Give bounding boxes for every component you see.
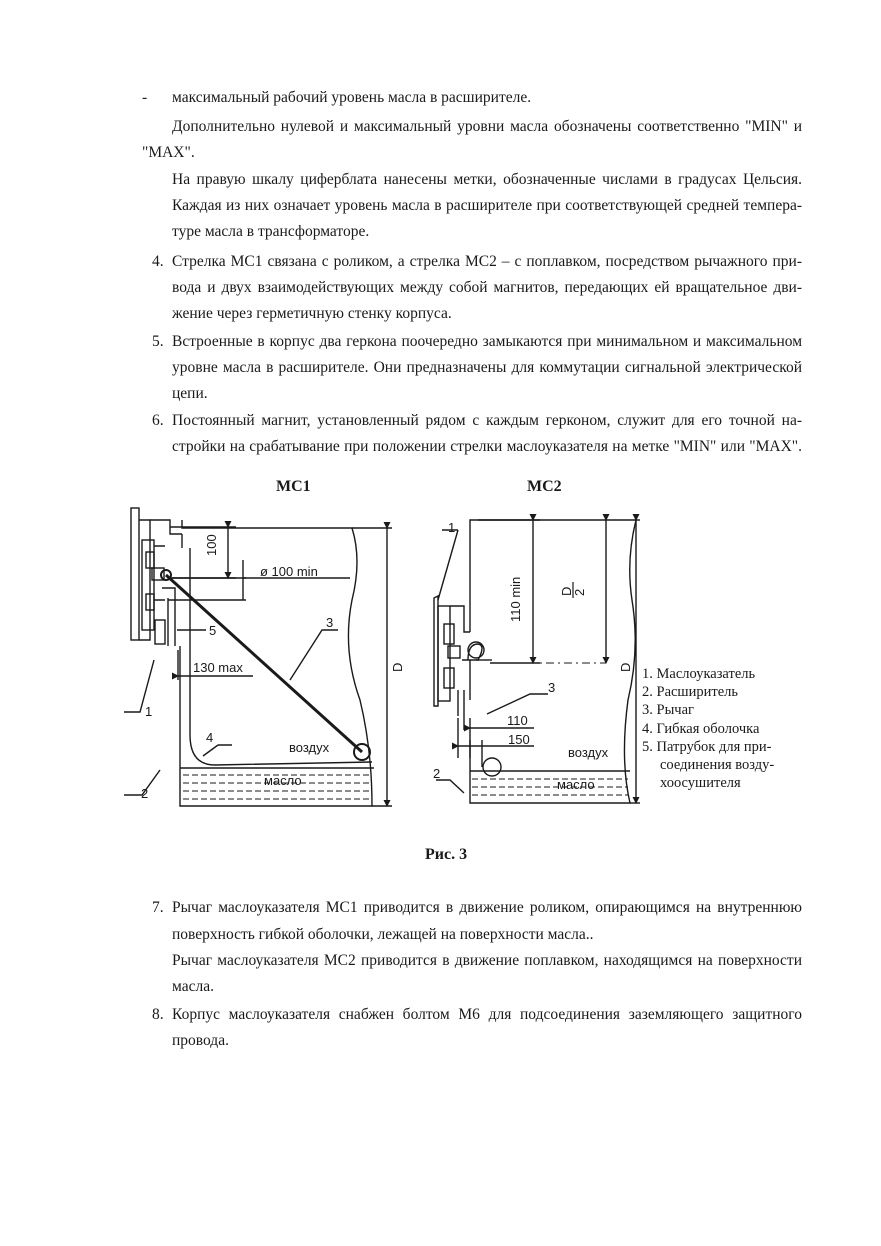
text-line: Дополнительно нулевой и максимальный уровни масла обозначены соответственно "MIN" и [172,118,802,135]
text-line: Стрелка МС1 связана с роликом, а стрелка МС2 – с поплавком, посредством рычажного при- [172,253,802,270]
text-line: вода и двух взаимодействующих между собой магнитов, передающих ей вращательное дви- [172,279,802,296]
mc1-gauge [131,508,182,646]
text-line: На правую шкалу циферблата нанесены метки, обозначенные числами в градусах Цельсия. [172,171,802,188]
text-line: Каждая из них означает уровень масла в расширителе при соответствующей средней темпера- [172,197,802,214]
text-line: цепи. [172,385,208,402]
legend-item: 1. Маслоуказатель [642,666,756,682]
item-number: 5. [152,333,164,350]
text-line: Корпус маслоуказателя снабжен болтом М6 для подсоединения заземляющего защитного [172,1006,802,1023]
mc2-label-1: 1 [448,520,456,535]
mc2-dim-d: D [618,662,633,672]
mc1-dim-100: 100 [204,534,219,556]
text-line: Рычаг маслоуказателя МС2 приводится в движение поплавком, находящимся на поверхности [172,952,802,969]
mc2-dim-150: 150 [508,732,530,747]
mc1-label-1: 1 [145,704,153,719]
mc1-dim-d: D [390,662,405,672]
legend-item: 5. Патрубок для при- [642,738,772,755]
text-line: максимальный рабочий уровень масла в расширителе. [172,89,532,106]
mc1-dim-diameter: ø 100 min [260,564,318,579]
figure-legend [642,665,774,792]
figure-title-mc1: МС1 [276,478,311,495]
mc2-label-2: 2 [433,766,441,781]
figure-title-mc2: МС2 [527,478,562,495]
mc1-label-4: 4 [206,730,214,745]
item-number: 6. [152,412,164,429]
mc2-dim-110: 110 [507,713,528,728]
mc2-tank [470,520,636,803]
item-number: 4. [152,253,164,270]
text-line: провода. [172,1032,229,1049]
mc1-label-5: 5 [209,623,217,638]
legend-item: соединения возду- [660,757,775,774]
mc2-air-label: воздух [568,745,609,760]
mc1-air-label: воздух [289,740,330,755]
list-dash: - [142,89,148,106]
legend-item: 3. Рычаг [642,702,694,719]
text-line: Постоянный магнит, установленный рядом с каждым герконом, служит для его точной на- [172,412,802,429]
mc2-dim-110min: 110 min [508,576,523,622]
figure-caption: Рис. 3 [425,846,468,863]
mc1-dim-130: 130 max [193,660,243,675]
legend-item: 4. Гибкая оболочка [642,720,760,737]
mc2-oil-label: масло [557,777,595,792]
legend-item: 2. Расширитель [642,684,738,701]
text-line: масла. [172,978,214,995]
text-line: "MAX". [142,144,195,161]
text-line: стройки на срабатывание при положении стрелки маслоуказателя на метке "MIN" или "MAX". [172,438,802,455]
text-line: уровне масла в расширителе. Они предназначены для коммутации сигнальной электрической [172,359,802,376]
mc1-label-3: 3 [326,615,334,630]
text-line: жение через герметичную стенку корпуса. [172,305,452,322]
mc1-oil-label: масло [264,773,302,788]
text-line: туре масла в трансформаторе. [172,223,370,240]
mc2-label-3: 3 [548,680,556,695]
mc2-dim-d2-num: D [559,586,574,596]
item-number: 7. [152,899,164,916]
item-number: 8. [152,1006,164,1023]
mc2-dim-d2-den: 2 [572,588,587,596]
text-line: поверхность гибкой оболочки, лежащей на поверхности масла.. [172,926,594,943]
text-line: Встроенные в корпус два геркона поочередно замыкаются при минимальном и максимальном [172,333,802,350]
mc1-label-2: 2 [141,786,149,801]
text-line: Рычаг маслоуказателя МС1 приводится в движение роликом, опирающимся на внутреннюю [172,899,802,916]
legend-item: хоосушителя [660,775,741,792]
